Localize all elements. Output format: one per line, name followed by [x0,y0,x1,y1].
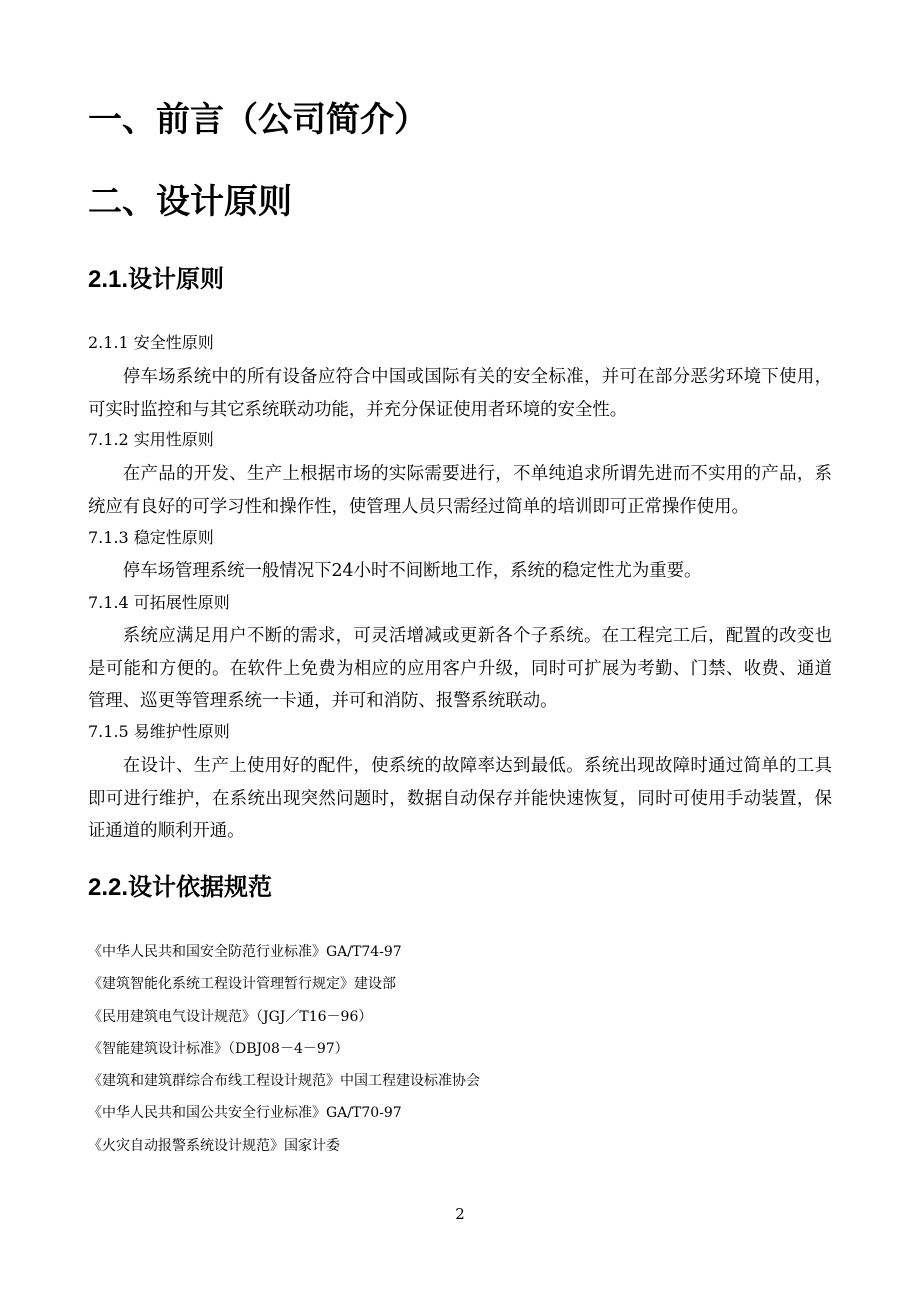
reference-item: 《建筑智能化系统工程设计管理暂行规定》建设部 [88,976,396,993]
reference-item: 《智能建筑设计标准》（DBJ08－4－97） [88,1040,349,1057]
principle-stability-text: 停车场管理系统一般情况下24小时不间断地工作，系统的稳定性尤为重要。 [122,561,702,581]
section-2-2-title: 2.2.设计依据规范 [88,874,273,901]
page-number: 2 [455,1205,465,1223]
section-2-1-title: 2.1.设计原则 [88,266,225,293]
reference-item: 《民用建筑电气设计规范》（JGJ／T16－96） [88,1008,373,1025]
principle-safety-text: 停车场系统中的所有设备应符合中国或国际有关的安全标准，并可在部分恶劣环境下使用，可实时监控和与其它系统联动功能，并充分保证使用者环境的安全性。 [88,367,832,420]
principle-practicality-label: 7.1.2 实用性原则 [88,430,214,449]
heading-preface: 一、前言（公司简介） [88,100,428,140]
reference-item: 《火灾自动报警系统设计规范》国家计委 [88,1137,340,1154]
reference-item: 《建筑和建筑群综合布线工程设计规范》中国工程建设标准协会 [88,1073,480,1090]
principle-extensibility-label: 7.1.4 可拓展性原则 [88,593,230,612]
reference-item: 《中华人民共和国安全防范行业标准》GA/T74-97 [88,944,402,960]
reference-item: 《中华人民共和国公共安全行业标准》GA/T70-97 [88,1105,402,1122]
principle-safety-label: 2.1.1 安全性原则 [88,333,214,352]
principle-stability-label: 7.1.3 稳定性原则 [88,528,214,547]
principle-maintainability-label: 7.1.5 易维护性原则 [88,722,230,741]
heading-design-principles: 二、设计原则 [88,182,292,222]
principle-maintainability-text: 在设计、生产上使用好的配件，使系统的故障率达到最低。系统出现故障时通过简单的工具即可进行维护，在系统出现突然问题时，数据自动保存并能快速恢复，同时可使用手动装置，保证通道的顺利开通。 [88,756,832,841]
principle-practicality-text: 在产品的开发、生产上根据市场的实际需要进行，不单纯追求所谓先进而不实用的产品，系统应有良好的可学习性和操作性，使管理人员只需经过简单的培训即可正常操作使用。 [88,464,832,517]
principle-extensibility-text: 系统应满足用户不断的需求，可灵活增减或更新各个子系统。在工程完工后，配置的改变也是可能和方便的。在软件上免费为相应的应用客户升级，同时可扩展为考勤、门禁、收费、通道管理、巡更等管理系统一卡通，并可和消防、报警系统联动。 [88,626,832,711]
reference-list [88,936,480,1162]
